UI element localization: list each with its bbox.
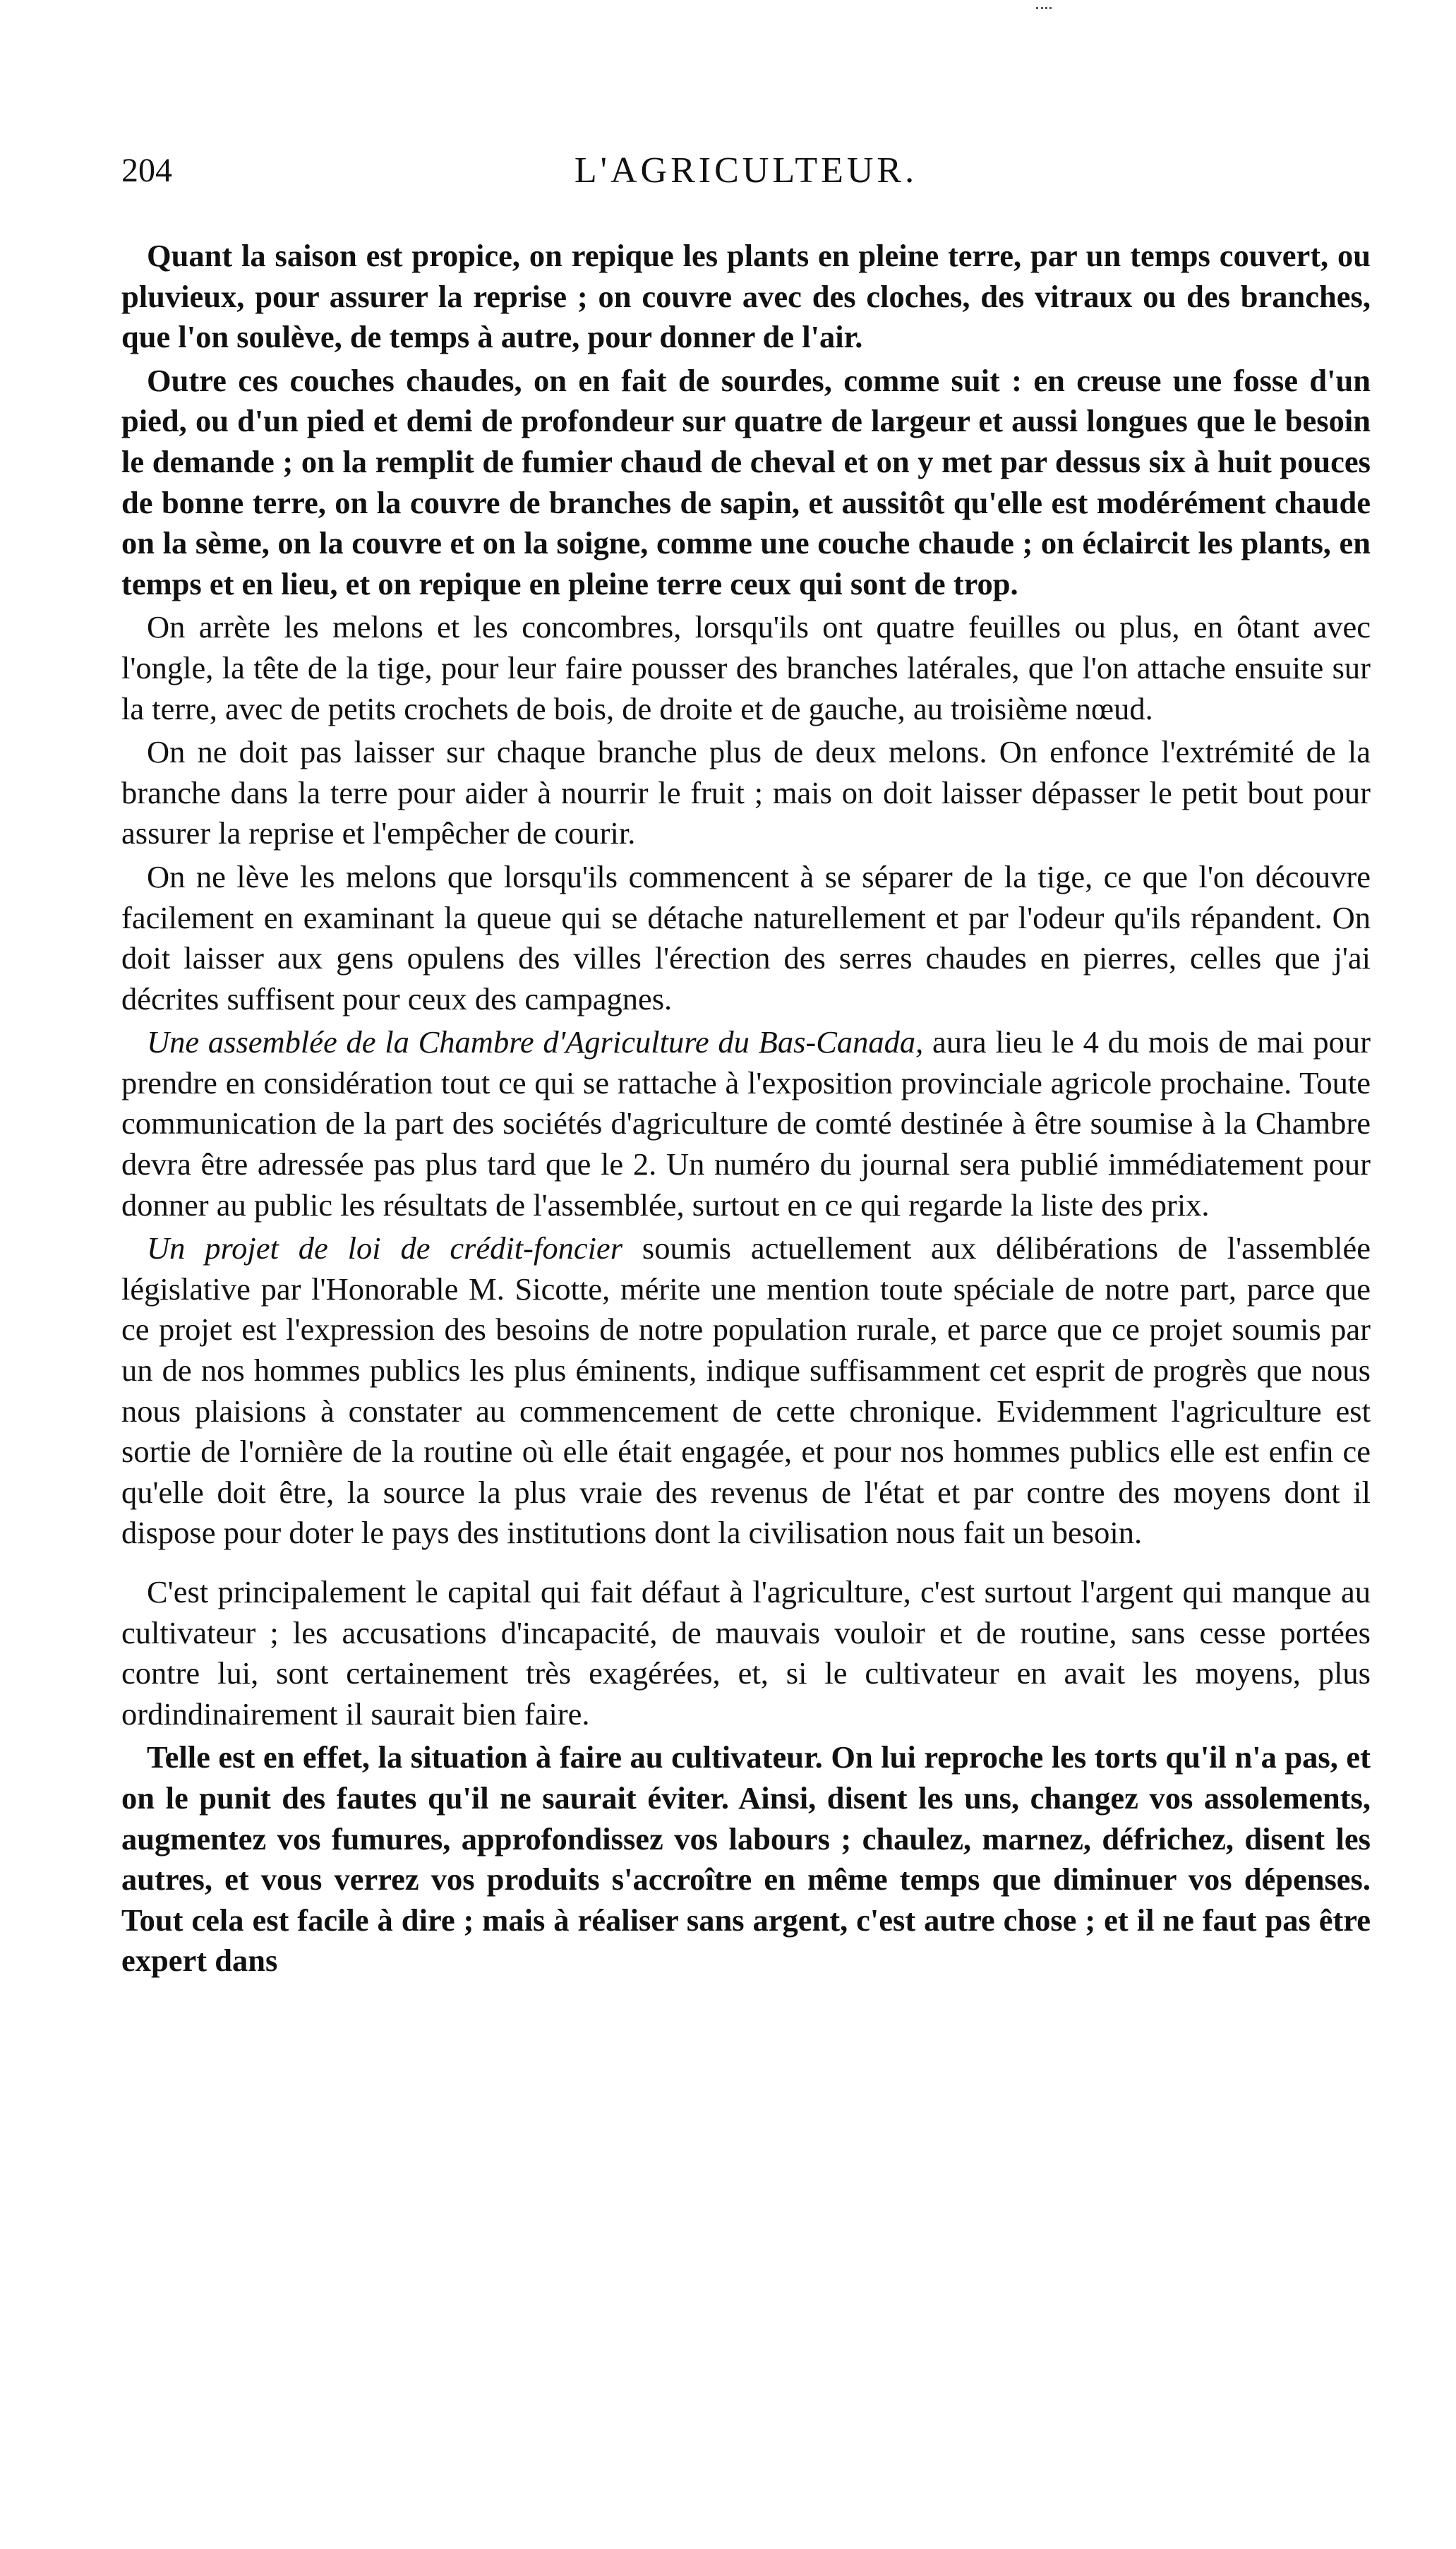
paragraph-chamber-meeting: Une assemblée de la Chambre d'Agriculture du Bas-Canada, aura lieu le 4 du mois de mai pour prendre en considération tout ce qui se rattache à l'exposition provinciale agricole prochaine. Toute communication de la part des sociétés d'agriculture de comté destinée à être soumise à la Chambre devra être adressée pas plus tard que le 2. Un numéro du journal sera publié immédiatement pour donner au public les résultats de l'assemblée, surtout en ce qui regarde la liste des prix. [121, 1024, 1371, 1223]
paragraph-pruning-melons: On arrète les melons et les concombres, lorsqu'ils ont quatre feuilles ou plus, en ôtant avec l'ongle, la tête de la tige, pour leur faire pousser des branches latérales, que l'on attache ensuite sur la terre, avec de petits crochets de bois, de droite et de gauche, au troisième nœud. [121, 609, 1371, 726]
running-title: L'AGRICULTEUR. [574, 150, 918, 191]
book-page [121, 148, 1371, 1984]
paragraph-capital: C'est principalement le capital qui fait défaut à l'agriculture, c'est surtout l'argent qui manque au cultivateur ; les accusations d'incapacité, de mauvais vouloir et de routine, sans cesse portées contre lui, sont certainement très exagérées, et, si le cultivateur en avait les moyens, plus ordindinairement il saurait bien faire. [121, 1574, 1371, 1732]
paragraph-credit-foncier: Un projet de loi de crédit-foncier soumis actuellement aux délibérations de l'assemblée législative par l'Honorable M. Sicotte, mérite une mention toute spéciale de notre part, parce que ce projet est l'expression des besoins de notre population rurale, et parce que ce projet soumis par un de nos hommes publics les plus éminents, indique suffisamment cet esprit de progrès que nous nous plaisions à constater au commencement de cette chronique. Evidemment l'agriculture est sortie de l'ornière de la routine où elle était engagée, et pour nos hommes publics elle est enfin ce qu'elle doit être, la source la plus vraie des revenus de l'état et par contre des moyens dont il dispose pour doter le pays des institutions dont la civilisation nous fait un besoin. [121, 1230, 1371, 1551]
scan-speck [1036, 0, 1052, 9]
paragraph-farmer-situation: Telle est en effet, la situation à faire au cultivateur. On lui reproche les torts qu'il n'a pas, et on le punit des fautes qu'il ne saurait éviter. Ainsi, disent les uns, changez vos assolements, augmentez vos fumures, approfondissez vos labours ; chaulez, marnez, défrichez, disent les autres, et vous verrez vos produits s'accroître en même temps que diminuer vos dépenses. Tout cela est facile à dire ; mais à réaliser sans argent, c'est autre chose ; et il ne faut pas être expert dans [121, 1739, 1371, 1979]
body-text [121, 236, 1371, 1981]
paragraph-transplanting: Quant la saison est propice, on repique les plants en pleine terre, par un temps couvert, ou pluvieux, pour assurer la reprise ; on couvre avec des cloches, des vitraux ou des branches, que l'on soulève, de temps à autre, pour donner de l'air. [121, 238, 1371, 355]
page-number: 204 [121, 152, 172, 189]
page-header [121, 148, 1371, 205]
paragraph-melons-per-branch: On ne doit pas laisser sur chaque branche plus de deux melons. On enfonce l'extrémité de la branche dans la terre pour aider à nourrir le fruit ; mais on doit laisser dépasser le petit bout pour assurer la reprise et l'empêcher de courir. [121, 734, 1371, 851]
paragraph-cold-frames: Outre ces couches chaudes, on en fait de sourdes, comme suit : en creuse une fosse d'un pied, ou d'un pied et demi de profondeur sur quatre de largeur et aussi longues que le besoin le demande ; on la remplit de fumier chaud de cheval et on y met par dessus six à huit pouces de bonne terre, on la couvre de branches de sapin, et aussitôt qu'elle est modérément chaude on la sème, on la couvre et on la soigne, comme une couche chaude ; on éclaircit les plants, en temps et en lieu, et on repique en pleine terre ceux qui sont de trop. [121, 362, 1371, 601]
paragraph-harvesting-melons: On ne lève les melons que lorsqu'ils commencent à se séparer de la tige, ce que l'on découvre facilement en examinant la queue qui se détache naturellement et par l'odeur qu'ils répandent. On doit laisser aux gens opulens des villes l'érection des serres chaudes en pierres, celles que j'ai décrites suffisent pour ceux des campagnes. [121, 858, 1371, 1016]
